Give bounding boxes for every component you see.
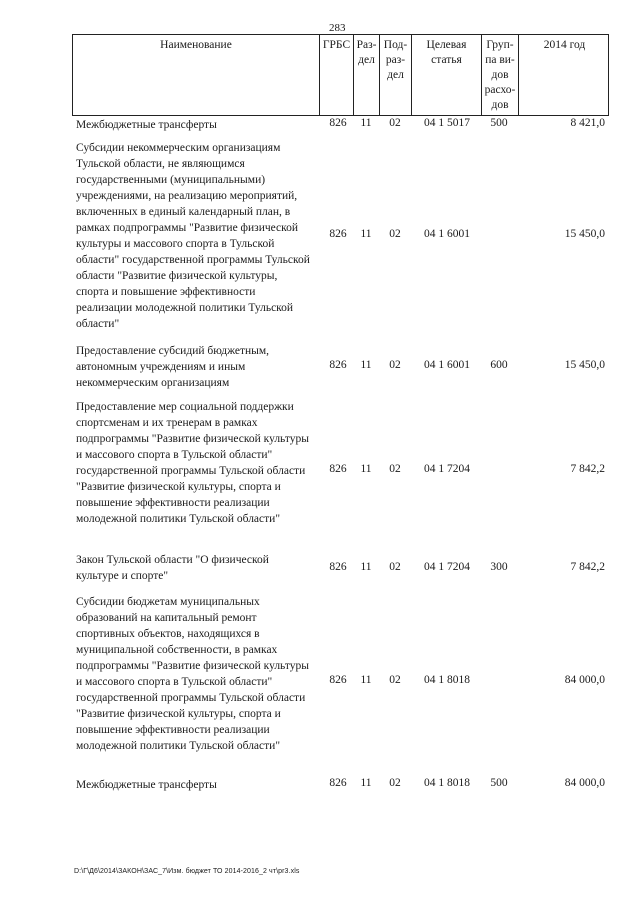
row-grbs: 826 — [329, 117, 347, 129]
row-name: Закон Тульской области "О физической культуре и спорте" — [76, 554, 269, 582]
row-podrazdel: 02 — [389, 117, 401, 129]
budget-table — [72, 34, 609, 791]
row-grbs: 826 — [329, 561, 347, 573]
row-podrazdel: 02 — [389, 359, 401, 371]
header-grbs: ГРБС — [319, 35, 353, 115]
header-razdel: Раз- дел — [353, 35, 379, 115]
row-celevaya: 04 1 6001 — [424, 359, 470, 371]
row-name: Межбюджетные трансферты — [76, 119, 217, 131]
header-year: 2014 год — [518, 35, 610, 115]
row-name: Предоставление субсидий бюджетным, автономным учреждениям и иным некоммерческим организациям — [76, 345, 270, 389]
header-celevaya: Целевая статья — [411, 35, 481, 115]
row-podrazdel: 02 — [389, 674, 401, 686]
row-celevaya: 04 1 8018 — [424, 777, 470, 789]
row-gruppa: 600 — [490, 359, 508, 371]
row-grbs: 826 — [329, 674, 347, 686]
row-podrazdel: 02 — [389, 777, 401, 789]
row-razdel: 11 — [360, 359, 372, 371]
row-grbs: 826 — [329, 359, 347, 371]
row-name: Субсидии бюджетам муниципальных образований на капитальный ремонт спортивных объектов, находящихся в муниципальной собственности, в рамках подпрограммы "Развитие физической культуры и массового спорта в Тульской области" государственной программы Тульской области "Развитие физической культуры, спорта и повышение эффективности реализации молодежной политики Тульской области" — [76, 596, 309, 752]
row-razdel: 11 — [360, 228, 372, 240]
row-podrazdel: 02 — [389, 463, 401, 475]
row-amount: 8 421,0 — [570, 117, 605, 129]
row-podrazdel: 02 — [389, 228, 401, 240]
row-razdel: 11 — [360, 561, 372, 573]
row-name: Субсидии некоммерческим организациям Тульской области, не являющимся государственными (муниципальными) учреждениями, на реализацию мероприятий, включенных в единый календарный план, в рамках подпрограммы "Развитие физической культуры и массового спорта в Тульской области" государственной программы Тульской области "Развитие физической культуры, спорта и повышение эффективности реализации молодежной политики Тульской области" — [76, 142, 310, 330]
row-razdel: 11 — [360, 674, 372, 686]
row-name: Межбюджетные трансферты — [76, 779, 217, 791]
row-amount: 7 842,2 — [570, 463, 605, 475]
row-grbs: 826 — [329, 228, 347, 240]
row-name: Предоставление мер социальной поддержки спортсменам и их тренерам в рамках подпрограммы "Развитие физической культуры и массового спорта в Тульской области" государственной программы Тульской области "Развитие физической культуры, спорта и повышение эффективности реализации молодежной политики Тульской области" — [76, 401, 309, 525]
row-podrazdel: 02 — [389, 561, 401, 573]
row-celevaya: 04 1 7204 — [424, 561, 470, 573]
row-amount: 15 450,0 — [564, 228, 605, 240]
row-razdel: 11 — [360, 117, 372, 129]
row-razdel: 11 — [360, 777, 372, 789]
row-celevaya: 04 1 5017 — [424, 117, 470, 129]
row-amount: 7 842,2 — [570, 561, 605, 573]
row-gruppa: 500 — [490, 777, 508, 789]
file-path-footer: D:\Г\Д6\2014\ЗАКОН\ЗАС_7\Изм. бюджет ТО 2014-2016_2 чт\pr3.xls — [74, 868, 300, 875]
row-celevaya: 04 1 7204 — [424, 463, 470, 475]
row-grbs: 826 — [329, 463, 347, 475]
row-razdel: 11 — [360, 463, 372, 475]
row-amount: 84 000,0 — [564, 777, 605, 789]
row-amount: 15 450,0 — [564, 359, 605, 371]
page-number: 283 — [329, 22, 346, 34]
table-header — [72, 34, 609, 116]
header-podrazdel: Под- раз- дел — [379, 35, 411, 115]
row-grbs: 826 — [329, 777, 347, 789]
row-gruppa: 500 — [490, 117, 508, 129]
row-amount: 84 000,0 — [564, 674, 605, 686]
header-name: Наименование — [160, 39, 232, 51]
row-celevaya: 04 1 8018 — [424, 674, 470, 686]
table-row — [72, 140, 609, 334]
row-gruppa: 300 — [490, 561, 508, 573]
header-gruppa: Груп- па ви- дов расхо- дов — [481, 35, 518, 115]
row-celevaya: 04 1 6001 — [424, 228, 470, 240]
